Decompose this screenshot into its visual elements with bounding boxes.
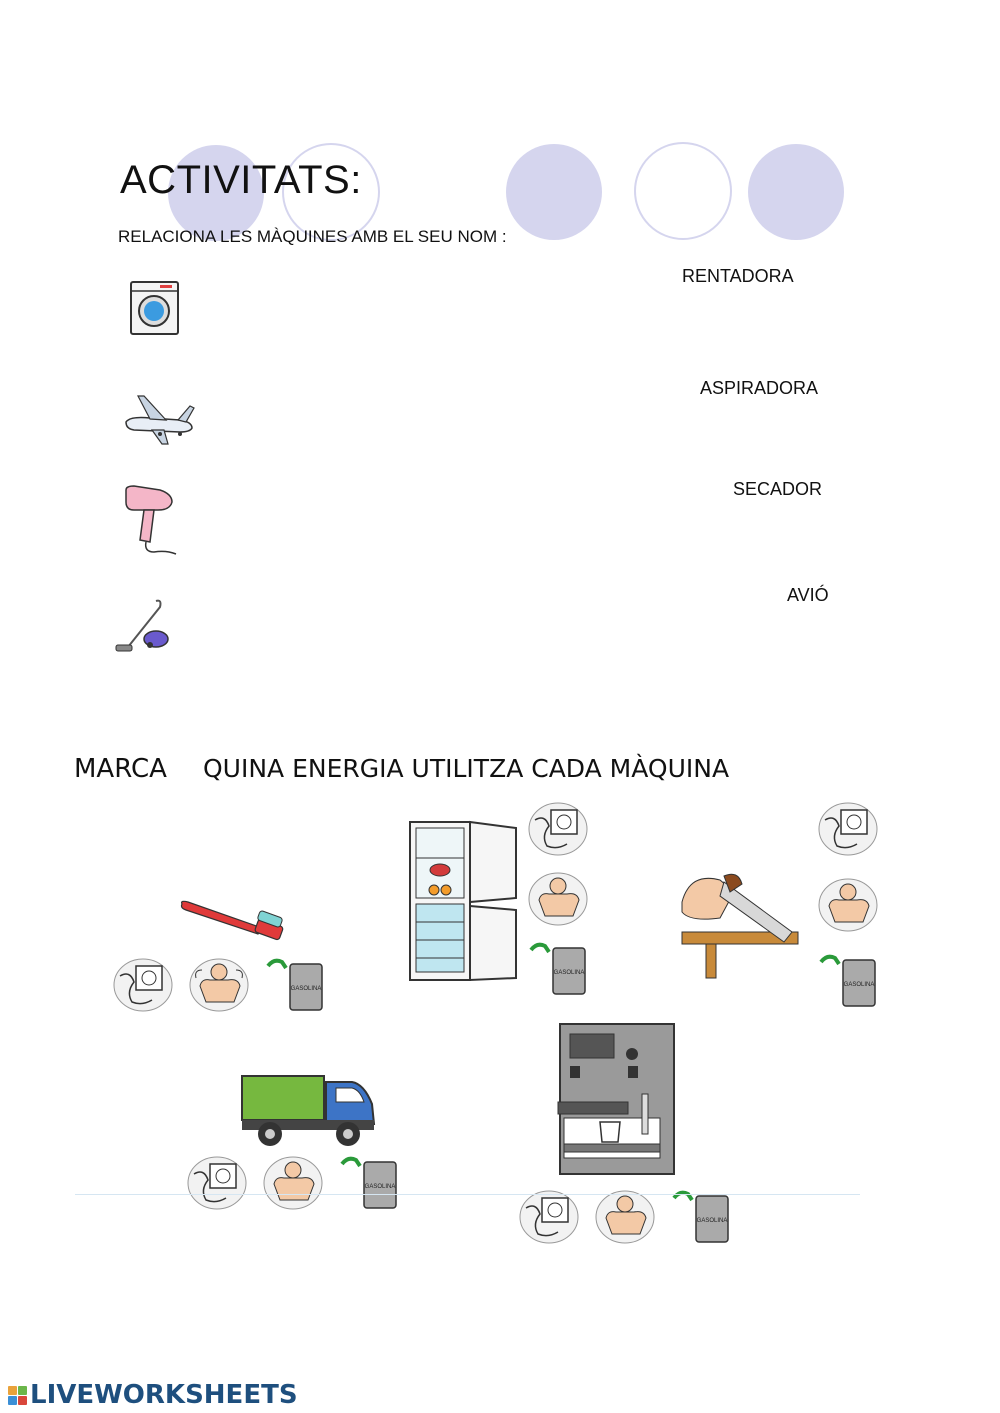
gasoline-can-icon[interactable] (264, 956, 326, 1014)
airplane-icon[interactable] (120, 392, 196, 446)
gasoline-can-icon[interactable] (670, 1188, 732, 1246)
muscle-strength-icon[interactable] (527, 870, 589, 928)
energy-options-fridge (527, 800, 589, 998)
electricity-plug-icon[interactable] (518, 1188, 580, 1246)
toothbrush-icon (178, 898, 288, 942)
marca-label: MARCA (74, 754, 167, 784)
energy-options-coffee-machine (518, 1188, 732, 1246)
electricity-plug-icon[interactable] (817, 800, 879, 858)
word-avio[interactable]: AVIÓ (787, 585, 829, 605)
gasoline-label: GASOLINA (696, 1218, 728, 1224)
gasoline-can-icon[interactable] (527, 940, 589, 998)
muscle-strength-icon[interactable] (817, 876, 879, 934)
electricity-plug-icon[interactable] (527, 800, 589, 858)
word-rentadora[interactable]: RENTADORA (682, 266, 794, 286)
decor-circle-4 (634, 142, 732, 240)
energy-options-truck (186, 1154, 400, 1212)
word-aspiradora[interactable]: ASPIRADORA (700, 378, 819, 398)
gasoline-label: GASOLINA (290, 986, 322, 992)
electricity-plug-icon[interactable] (186, 1154, 248, 1212)
gasoline-can-icon[interactable] (817, 952, 879, 1010)
muscle-strength-icon[interactable] (188, 956, 250, 1014)
energy-options-toothbrush (112, 956, 326, 1014)
electricity-plug-icon[interactable] (112, 956, 174, 1014)
gasoline-label: GASOLINA (843, 982, 875, 988)
truck-icon (240, 1072, 378, 1148)
gasoline-can-icon[interactable] (338, 1154, 400, 1212)
decor-circle-5 (748, 144, 844, 240)
footer-brand (8, 1380, 298, 1410)
muscle-strength-icon[interactable] (262, 1154, 324, 1212)
liveworksheets-logo-icon (8, 1386, 27, 1405)
hair-dryer-icon[interactable] (122, 484, 184, 556)
energy-question: QUINA ENERGIA UTILITZA CADA MÀQUINA (203, 754, 730, 783)
decor-circle-3 (506, 144, 602, 240)
divider-line (75, 1194, 860, 1195)
gasoline-label: GASOLINA (553, 970, 585, 976)
muscle-strength-icon[interactable] (594, 1188, 656, 1246)
washing-machine-icon[interactable] (130, 281, 180, 336)
energy-options-handsaw (817, 800, 879, 1010)
fridge-icon (406, 818, 520, 986)
instruction-text: RELACIONA LES MÀQUINES AMB EL SEU NOM : (118, 227, 507, 246)
vacuum-cleaner-icon[interactable] (112, 597, 172, 655)
word-secador[interactable]: SECADOR (733, 479, 823, 499)
handsaw-icon (680, 862, 802, 980)
page-title: ACTIVITATS: (120, 158, 362, 202)
gasoline-label: GASOLINA (364, 1184, 396, 1190)
coffee-machine-icon (556, 1022, 678, 1178)
brand-name: LIVEWORKSHEETS (30, 1380, 298, 1410)
